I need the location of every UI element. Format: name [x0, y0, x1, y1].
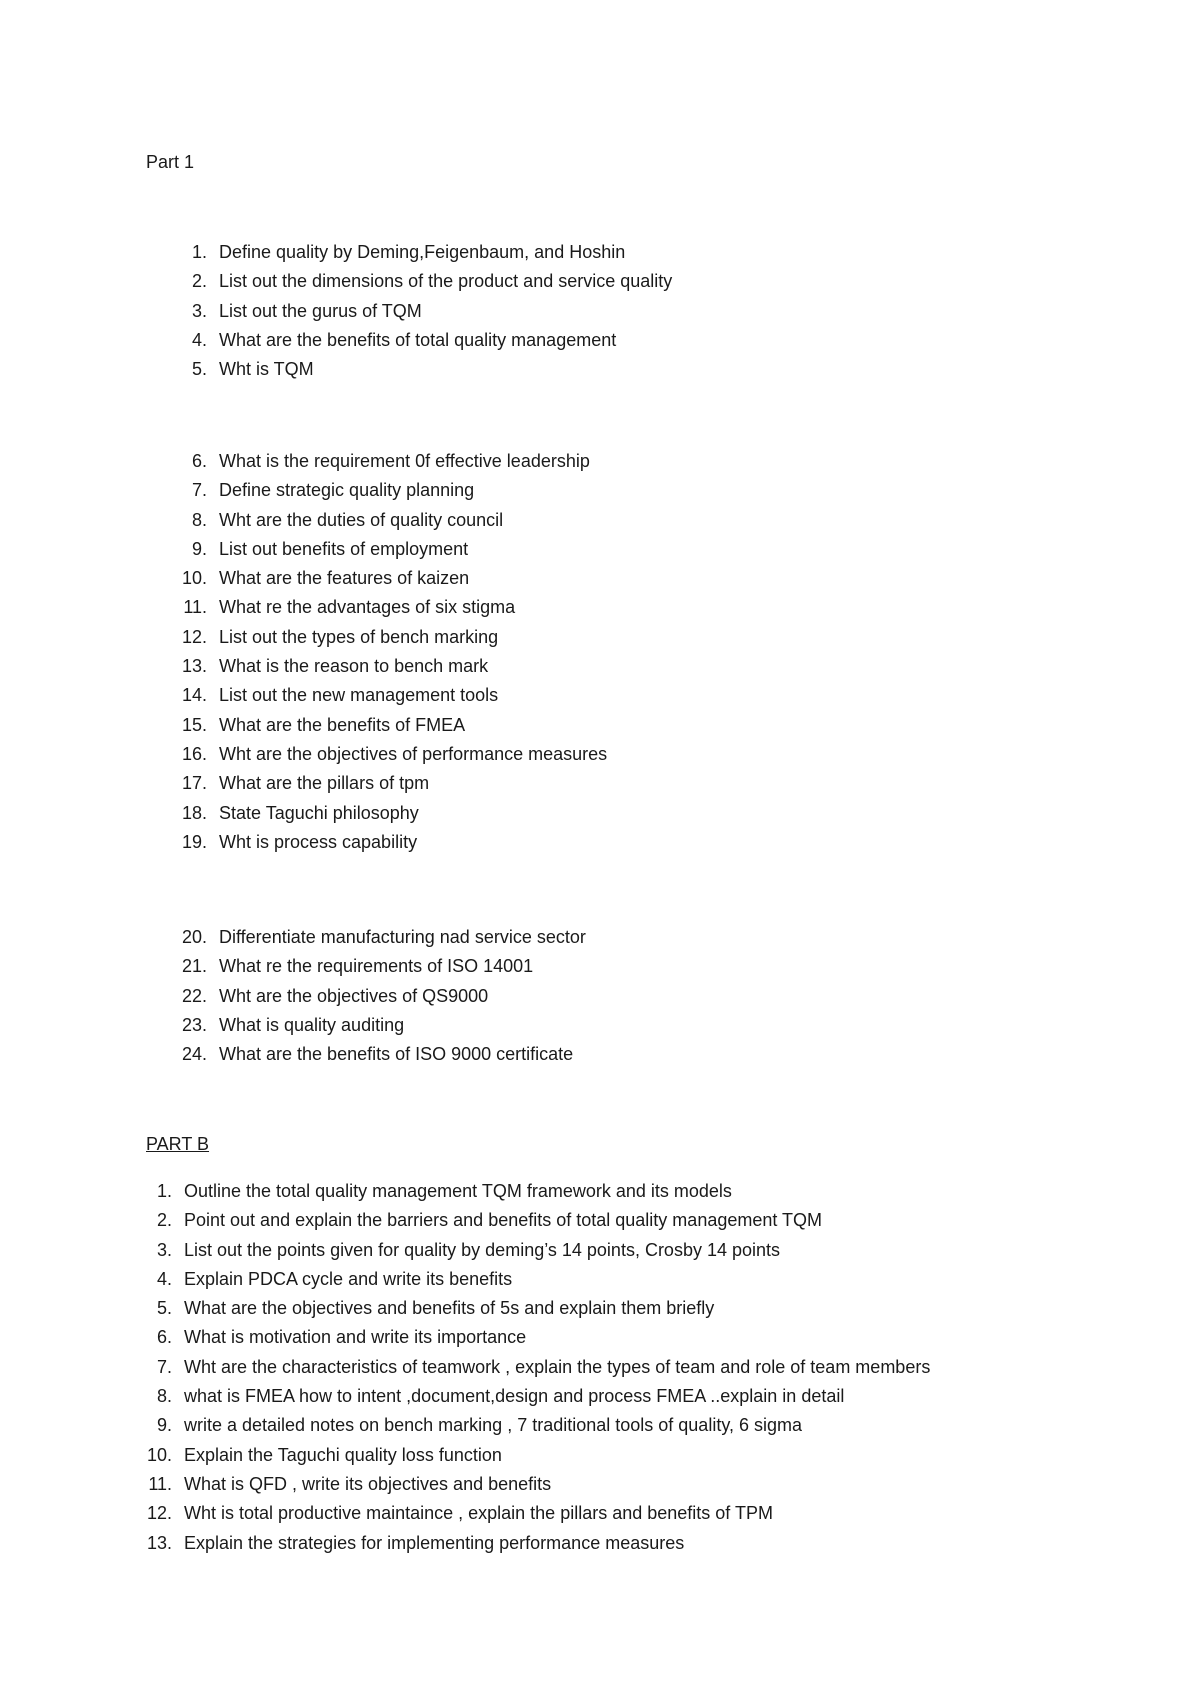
question-text: Define quality by Deming,Feigenbaum, and Hoshin: [219, 242, 626, 262]
question-text: What is quality auditing: [219, 1014, 405, 1035]
question-text: What are the features of kaizen: [219, 568, 470, 589]
question-text: What are the benefits of ISO 9000 certificate: [219, 1044, 574, 1065]
question-text: State Taguchi philosophy: [219, 802, 419, 823]
question-item: [176, 241, 672, 270]
question-item: [176, 538, 607, 567]
question-number: 8.: [191, 509, 207, 530]
question-number: 11.: [148, 1473, 172, 1494]
question-text: Wht are the objectives of QS9000: [219, 985, 489, 1006]
question-number: 3.: [156, 1239, 172, 1260]
question-number: 17.: [181, 773, 207, 794]
question-text: Differentiate manufacturing nad service sector: [219, 927, 586, 947]
question-text: Wht are the characteristics of teamwork , explain the types of team and role of team members: [184, 1356, 931, 1377]
question-number: 18.: [181, 802, 207, 823]
question-text: List out the types of bench marking: [219, 626, 499, 647]
question-text: What is the requirement 0f effective leadership: [219, 451, 590, 471]
part-1-question-list-group-2: [176, 450, 607, 860]
question-number: 6.: [191, 451, 207, 471]
question-item: [146, 1239, 930, 1268]
question-number: 20.: [181, 927, 207, 947]
question-number: 13.: [146, 1532, 172, 1553]
question-text: What re the advantages of six stigma: [219, 597, 516, 618]
question-number: 11.: [183, 597, 207, 618]
question-number: 8.: [156, 1386, 172, 1407]
question-number: 22.: [181, 985, 207, 1006]
question-item: [176, 772, 607, 801]
question-item: [176, 270, 672, 299]
question-number: 7.: [191, 480, 207, 501]
question-item: [176, 596, 607, 625]
question-number: 9.: [156, 1415, 172, 1436]
question-item: [146, 1297, 930, 1326]
question-item: [176, 450, 607, 479]
question-item: [176, 1043, 586, 1072]
question-text: Outline the total quality management TQM framework and its models: [184, 1181, 732, 1201]
question-number: 16.: [181, 743, 207, 764]
part-1-question-list-group-3: [176, 926, 586, 1072]
question-item: [176, 567, 607, 596]
question-number: 12.: [181, 626, 207, 647]
question-number: 2.: [156, 1210, 172, 1231]
question-item: [176, 684, 607, 713]
question-number: 4.: [156, 1268, 172, 1289]
question-number: 24.: [181, 1044, 207, 1065]
question-item: [176, 509, 607, 538]
question-item: [146, 1356, 930, 1385]
question-number: 4.: [191, 329, 207, 350]
question-text: What are the benefits of total quality management: [219, 329, 617, 350]
question-item: [146, 1473, 930, 1502]
question-item: [176, 655, 607, 684]
question-text: Wht is total productive maintaince , explain the pillars and benefits of TPM: [184, 1503, 773, 1524]
question-text: Wht are the objectives of performance measures: [219, 743, 608, 764]
question-text: Wht is process capability: [219, 831, 418, 852]
question-number: 13.: [181, 656, 207, 677]
question-item: [176, 329, 672, 358]
question-item: [176, 985, 586, 1014]
question-number: 3.: [191, 300, 207, 321]
question-text: Explain the strategies for implementing performance measures: [184, 1532, 685, 1553]
question-text: List out benefits of employment: [219, 538, 469, 559]
question-text: List out the gurus of TQM: [219, 300, 422, 321]
question-item: [146, 1414, 930, 1443]
question-text: What is motivation and write its importance: [184, 1327, 527, 1348]
question-item: [146, 1532, 930, 1561]
part-b-question-list: [146, 1180, 930, 1561]
part-b-heading: PART B: [146, 1134, 210, 1154]
question-number: 5.: [156, 1298, 172, 1319]
question-text: what is FMEA how to intent ,document,design and process FMEA ..explain in detail: [184, 1386, 845, 1407]
question-text: Define strategic quality planning: [219, 480, 475, 501]
question-item: [176, 802, 607, 831]
question-item: [146, 1444, 930, 1473]
question-number: 21.: [181, 956, 207, 977]
question-text: List out the dimensions of the product and service quality: [219, 271, 673, 292]
question-item: [176, 1014, 586, 1043]
question-number: 12.: [146, 1503, 172, 1524]
question-text: Explain PDCA cycle and write its benefits: [184, 1268, 513, 1289]
question-number: 5.: [191, 359, 207, 380]
question-item: [146, 1385, 930, 1414]
question-item: [176, 300, 672, 329]
question-number: 1.: [191, 242, 207, 262]
question-text: Explain the Taguchi quality loss function: [184, 1444, 502, 1465]
question-number: 14.: [181, 685, 207, 706]
question-number: 10.: [181, 568, 207, 589]
question-text: Point out and explain the barriers and benefits of total quality management TQM: [184, 1210, 823, 1231]
question-number: 9.: [191, 538, 207, 559]
question-text: List out the points given for quality by deming’s 14 points, Crosby 14 points: [184, 1239, 781, 1260]
question-number: 19.: [181, 831, 207, 852]
question-text: What are the benefits of FMEA: [219, 714, 466, 735]
question-number: 6.: [156, 1327, 172, 1348]
question-number: 2.: [191, 271, 207, 292]
question-item: [146, 1502, 930, 1531]
question-item: [176, 743, 607, 772]
part-1-question-list-group-1: [176, 241, 672, 387]
question-number: 10.: [146, 1444, 172, 1465]
question-text: What are the pillars of tpm: [219, 773, 430, 794]
question-item: [176, 479, 607, 508]
question-item: [146, 1326, 930, 1355]
question-item: [176, 358, 672, 387]
question-text: What re the requirements of ISO 14001: [219, 956, 534, 977]
part-1-heading: Part 1: [146, 152, 195, 172]
question-item: [146, 1209, 930, 1238]
question-text: Wht is TQM: [219, 359, 314, 380]
question-text: What is QFD , write its objectives and benefits: [184, 1473, 552, 1494]
question-item: [146, 1268, 930, 1297]
question-text: Wht are the duties of quality council: [219, 509, 504, 530]
question-number: 7.: [156, 1356, 172, 1377]
question-item: [176, 626, 607, 655]
question-number: 15.: [181, 714, 207, 735]
question-item: [176, 955, 586, 984]
question-item: [176, 831, 607, 860]
question-item: [176, 714, 607, 743]
question-number: 23.: [181, 1014, 207, 1035]
question-text: List out the new management tools: [219, 685, 499, 706]
question-number: 1.: [156, 1181, 172, 1201]
question-text: What are the objectives and benefits of 5s and explain them briefly: [184, 1298, 715, 1319]
question-text: What is the reason to bench mark: [219, 656, 489, 677]
question-item: [176, 926, 586, 955]
question-item: [146, 1180, 930, 1209]
question-text: write a detailed notes on bench marking , 7 traditional tools of quality, 6 sigma: [184, 1415, 803, 1436]
